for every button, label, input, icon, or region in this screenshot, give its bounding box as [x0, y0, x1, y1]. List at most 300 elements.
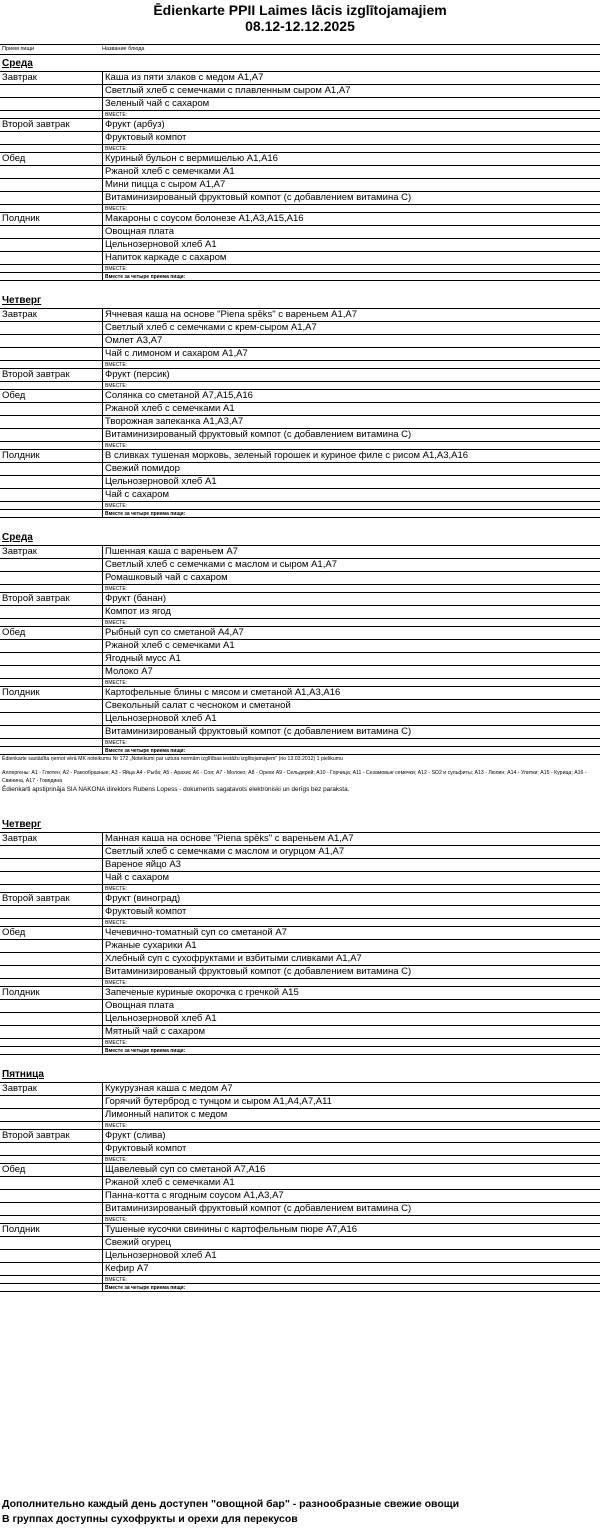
meal-cell	[0, 885, 103, 892]
table-row	[0, 476, 600, 489]
subtotal-label: ВМЕСТЕ:	[105, 383, 128, 389]
meal-cell	[0, 1276, 103, 1283]
meal-cell	[0, 1250, 103, 1262]
meal-cell	[0, 1026, 103, 1038]
table-row	[0, 1143, 600, 1156]
table-row	[0, 640, 600, 653]
dish-cell: Хлебный суп с сухофруктами и взбитыми сливками A1,A7	[105, 953, 362, 964]
subtotal-label: ВМЕСТЕ:	[105, 740, 128, 746]
subtotal-label: ВМЕСТЕ:	[105, 266, 128, 272]
dish-cell: Щавелевый суп со сметаной A7,A16	[105, 1164, 266, 1175]
meal-cell	[0, 846, 103, 858]
dish-cell: Свежий помидор	[105, 463, 180, 474]
subtotal-label: ВМЕСТЕ:	[105, 886, 128, 892]
meal-cell	[0, 585, 103, 592]
total-label: Вместе за четыре приема пищи:	[105, 748, 186, 754]
table-row	[0, 833, 600, 846]
total-row	[0, 273, 600, 281]
dish-cell: Картофельные блины с мясом и сметаной A1,A3,A16	[105, 687, 341, 698]
dish-cell: Омлет A3,A7	[105, 335, 163, 346]
meal-cell	[0, 1190, 103, 1202]
subtotal-label: ВМЕСТЕ:	[105, 980, 128, 986]
meal-cell	[0, 442, 103, 449]
meal-cell: Полдник	[0, 450, 103, 462]
dish-cell: Овощная плата	[105, 1000, 175, 1011]
footer-line-1: Дополнительно каждый день доступен "овощной бар" - разнообразные свежие овощи	[2, 1498, 460, 1510]
dish-cell: Кукурузная каша с медом A7	[105, 1083, 233, 1094]
subtotal-row	[0, 585, 600, 593]
dish-cell: Молоко A7	[105, 666, 153, 677]
meal-cell	[0, 145, 103, 152]
meal-cell	[0, 476, 103, 488]
subtotal-label: ВМЕСТЕ:	[105, 1217, 128, 1223]
dish-cell: Напиток каркаде с сахаром	[105, 252, 227, 263]
dish-cell: Куриный бульон с вермишелью A1,A16	[105, 153, 278, 164]
meal-cell	[0, 640, 103, 652]
subtotal-row	[0, 1122, 600, 1130]
table-row	[0, 1177, 600, 1190]
meal-cell	[0, 979, 103, 986]
day-heading: Четверг	[2, 819, 42, 830]
dish-cell: Ржаной хлеб с семечками A1	[105, 1177, 235, 1188]
meal-cell	[0, 713, 103, 725]
dish-cell: Овощная плата	[105, 226, 175, 237]
table-row	[0, 369, 600, 382]
table-row	[0, 713, 600, 726]
meal-cell	[0, 1284, 103, 1291]
table-row	[0, 153, 600, 166]
dish-cell: Зеленый чай с сахаром	[105, 98, 210, 109]
subtotal-label: ВМЕСТЕ:	[105, 680, 128, 686]
dish-cell: Свекольный салат с чесноком и сметаной	[105, 700, 291, 711]
meal-cell	[0, 953, 103, 965]
table-row	[0, 239, 600, 252]
dish-cell: Витаминизированый фруктовый компот (с добавлением витамина C)	[105, 192, 412, 203]
dish-cell: Макароны с соусом болонезе A1,A3,A15,A16	[105, 213, 304, 224]
meal-cell	[0, 273, 103, 280]
dish-cell: Вареное яйцо A3	[105, 859, 181, 870]
table-row	[0, 348, 600, 361]
table-row	[0, 1190, 600, 1203]
dish-cell: Лимонный напиток с медом	[105, 1109, 228, 1120]
meal-cell: Второй завтрак	[0, 1130, 103, 1142]
meal-cell: Второй завтрак	[0, 369, 103, 381]
day-table	[0, 1082, 600, 1292]
table-row	[0, 1000, 600, 1013]
dish-cell: Чай с лимоном и сахаром A1,A7	[105, 348, 248, 359]
table-row	[0, 403, 600, 416]
dish-cell: Фрукт (слива)	[105, 1130, 166, 1141]
meal-cell: Обед	[0, 390, 103, 402]
subtotal-row	[0, 919, 600, 927]
dish-cell: Светлый хлеб с семечками с плавленным сыром A1,A7	[105, 85, 351, 96]
table-row	[0, 1263, 600, 1276]
dish-cell: Компот из ягод	[105, 606, 171, 617]
total-row	[0, 747, 600, 755]
dish-cell: Свежий огурец	[105, 1237, 171, 1248]
dish-cell: Панна-котта с ягодным соусом A1,A3,A7	[105, 1190, 284, 1201]
meal-cell	[0, 416, 103, 428]
meal-cell	[0, 1216, 103, 1223]
day-heading: Среда	[2, 532, 33, 543]
meal-cell	[0, 1096, 103, 1108]
meal-cell	[0, 111, 103, 118]
meal-cell	[0, 906, 103, 918]
table-row	[0, 1164, 600, 1177]
table-row	[0, 98, 600, 111]
total-row	[0, 510, 600, 518]
meal-cell	[0, 85, 103, 97]
table-row	[0, 593, 600, 606]
dish-cell: Светлый хлеб с семечками с маслом и сыром A1,A7	[105, 559, 337, 570]
meal-cell	[0, 619, 103, 626]
dish-cell: Витаминизированый фруктовый компот (с добавлением витамина C)	[105, 1203, 412, 1214]
dish-cell: Цельнозерновой хлеб A1	[105, 713, 217, 724]
total-row	[0, 1284, 600, 1292]
dish-cell: Запеченые куриные окорочка с гречкой A15	[105, 987, 299, 998]
subtotal-row	[0, 111, 600, 119]
table-row	[0, 390, 600, 403]
table-row	[0, 226, 600, 239]
table-row	[0, 85, 600, 98]
table-row	[0, 429, 600, 442]
table-row	[0, 559, 600, 572]
subtotal-row	[0, 361, 600, 369]
day-spacer	[0, 281, 600, 295]
meal-cell: Обед	[0, 927, 103, 939]
meal-cell: Полдник	[0, 213, 103, 225]
meal-cell	[0, 726, 103, 738]
notes-regulation: Ēdienkarte sastādīta ņemot vērā MK noteikumu Nr 172 „Noteikumi par uztura normām izglītības iestāžu izglītojamajiem" (no 13.03.2012) 1 pielikumu	[2, 756, 343, 762]
table-row	[0, 987, 600, 1000]
menu-days-group-1	[0, 58, 600, 755]
meal-cell: Полдник	[0, 987, 103, 999]
column-header	[0, 44, 600, 55]
meal-cell	[0, 1000, 103, 1012]
table-row	[0, 1026, 600, 1039]
subtotal-row	[0, 502, 600, 510]
subtotal-label: ВМЕСТЕ:	[105, 146, 128, 152]
day-table	[0, 832, 600, 1055]
meal-cell	[0, 859, 103, 871]
meal-cell	[0, 403, 103, 415]
meal-cell	[0, 1122, 103, 1129]
meal-cell	[0, 606, 103, 618]
meal-cell	[0, 739, 103, 746]
table-row	[0, 335, 600, 348]
meal-cell: Завтрак	[0, 72, 103, 84]
table-row	[0, 1224, 600, 1237]
table-row	[0, 1250, 600, 1263]
day-table	[0, 545, 600, 755]
meal-cell	[0, 98, 103, 110]
subtotal-row	[0, 979, 600, 987]
table-row	[0, 1109, 600, 1122]
meal-cell	[0, 1156, 103, 1163]
table-row	[0, 1237, 600, 1250]
meal-cell	[0, 1177, 103, 1189]
meal-cell	[0, 265, 103, 272]
meal-cell	[0, 572, 103, 584]
total-label: Вместе за четыре приема пищи:	[105, 1048, 186, 1054]
subtotal-row	[0, 619, 600, 627]
table-row	[0, 687, 600, 700]
subtotal-row	[0, 205, 600, 213]
table-row	[0, 700, 600, 713]
meal-cell	[0, 747, 103, 754]
table-row	[0, 966, 600, 979]
dish-cell: Светлый хлеб с семечками с крем-сыром A1,A7	[105, 322, 317, 333]
meal-cell	[0, 192, 103, 204]
dish-cell: Рыбный суп со сметаной A4,A7	[105, 627, 244, 638]
dish-cell: Витаминизированый фруктовый компот (с добавлением витамина C)	[105, 726, 412, 737]
table-row	[0, 940, 600, 953]
notes-block	[0, 755, 600, 794]
dish-cell: Фрукт (виноград)	[105, 893, 181, 904]
table-row	[0, 546, 600, 559]
meal-cell	[0, 502, 103, 509]
dish-cell: Чай с сахаром	[105, 489, 170, 500]
dish-cell: Горячий бутерброд с тунцом и сыром A1,A4,A7,A11	[105, 1096, 332, 1107]
dish-cell: Ржаной хлеб с семечками A1	[105, 640, 235, 651]
dish-cell: Чай с сахаром	[105, 872, 170, 883]
table-row	[0, 450, 600, 463]
meal-cell	[0, 559, 103, 571]
dish-cell: Фрукт (арбуз)	[105, 119, 165, 130]
subtotal-label: ВМЕСТЕ:	[105, 443, 128, 449]
meal-cell	[0, 1039, 103, 1046]
meal-cell	[0, 1047, 103, 1054]
subtotal-label: ВМЕСТЕ:	[105, 1123, 128, 1129]
dish-cell: Фруктовый компот	[105, 906, 187, 917]
dish-cell: Витаминизированый фруктовый компот (с добавлением витамина C)	[105, 429, 412, 440]
meal-cell	[0, 226, 103, 238]
meal-cell	[0, 489, 103, 501]
subtotal-row	[0, 442, 600, 450]
total-label: Вместе за четыре приема пищи:	[105, 511, 186, 517]
dish-cell: Каша из пяти злаков с медом A1,A7	[105, 72, 264, 83]
meal-cell: Завтрак	[0, 546, 103, 558]
dish-cell: Витаминизированый фруктовый компот (с добавлением витамина C)	[105, 966, 412, 977]
subtotal-label: ВМЕСТЕ:	[105, 362, 128, 368]
dish-cell: Чечевично-томатный суп со сметаной A7	[105, 927, 287, 938]
table-row	[0, 252, 600, 265]
meal-cell	[0, 132, 103, 144]
menu-dates: 08.12-12.12.2025	[245, 18, 355, 34]
meal-cell	[0, 510, 103, 517]
day-heading: Четверг	[2, 295, 42, 306]
subtotal-row	[0, 885, 600, 893]
subtotal-row	[0, 1039, 600, 1047]
subtotal-row	[0, 265, 600, 273]
table-row	[0, 192, 600, 205]
dish-cell: Цельнозерновой хлеб A1	[105, 239, 217, 250]
dish-cell: Фруктовый компот	[105, 132, 187, 143]
table-row	[0, 213, 600, 226]
meal-cell	[0, 348, 103, 360]
meal-cell: Завтрак	[0, 309, 103, 321]
subtotal-label: ВМЕСТЕ:	[105, 620, 128, 626]
table-row	[0, 119, 600, 132]
table-row	[0, 463, 600, 476]
dish-cell: В сливках тушеная морковь, зеленый горошек и куриное филе с рисом A1,A3,A16	[105, 450, 469, 461]
meal-cell	[0, 666, 103, 678]
table-row	[0, 1096, 600, 1109]
total-label: Вместе за четыре приема пищи:	[105, 1285, 186, 1291]
subtotal-row	[0, 1156, 600, 1164]
meal-cell	[0, 919, 103, 926]
meal-cell	[0, 179, 103, 191]
subtotal-label: ВМЕСТЕ:	[105, 1157, 128, 1163]
day-heading: Среда	[2, 58, 33, 69]
menu-days-group-2	[0, 819, 600, 1292]
table-row	[0, 416, 600, 429]
total-row	[0, 1047, 600, 1055]
column-meal: Прием пищи	[2, 46, 35, 52]
meal-cell	[0, 1237, 103, 1249]
meal-cell	[0, 940, 103, 952]
meal-cell	[0, 872, 103, 884]
meal-cell	[0, 322, 103, 334]
total-label: Вместе за четыре приема пищи:	[105, 274, 186, 280]
subtotal-label: ВМЕСТЕ:	[105, 1040, 128, 1046]
title-block	[0, 0, 600, 44]
dish-cell: Фруктовый компот	[105, 1143, 187, 1154]
dish-cell: Фрукт (персик)	[105, 369, 170, 380]
meal-cell	[0, 1109, 103, 1121]
table-row	[0, 726, 600, 739]
dish-cell: Светлый хлеб с семечками с маслом и огурцом A1,A7	[105, 846, 345, 857]
meal-cell	[0, 166, 103, 178]
notes-approval: Ēdienkarti apstiprināja SIA NAKONA direktors Rubens Lopess - dokuments sagatavots elektroniski un derīgs bez paraksta.	[2, 786, 350, 793]
meal-cell	[0, 1013, 103, 1025]
dish-cell: Ржаной хлеб с семечками A1	[105, 403, 235, 414]
table-row	[0, 489, 600, 502]
table-row	[0, 927, 600, 940]
table-row	[0, 653, 600, 666]
menu-title: Ēdienkarte PPII Laimes lācis izglītojamajiem	[153, 2, 447, 18]
dish-cell: Фрукт (банан)	[105, 593, 167, 604]
meal-cell	[0, 1143, 103, 1155]
meal-cell	[0, 463, 103, 475]
subtotal-label: ВМЕСТЕ:	[105, 586, 128, 592]
dish-cell: Ягодный мусс A1	[105, 653, 181, 664]
day-table	[0, 308, 600, 518]
table-row	[0, 872, 600, 885]
subtotal-row	[0, 1216, 600, 1224]
meal-cell: Полдник	[0, 1224, 103, 1236]
meal-cell: Завтрак	[0, 833, 103, 845]
subtotal-label: ВМЕСТЕ:	[105, 920, 128, 926]
meal-cell	[0, 679, 103, 686]
dish-cell: Цельнозерновой хлеб A1	[105, 476, 217, 487]
table-row	[0, 322, 600, 335]
table-row	[0, 846, 600, 859]
dish-cell: Творожная запеканка A1,A3,A7	[105, 416, 244, 427]
dish-cell: Цельнозерновой хлеб A1	[105, 1250, 217, 1261]
table-row	[0, 179, 600, 192]
meal-cell: Обед	[0, 153, 103, 165]
dish-cell: Ячневая каша на основе "Piena spēks" с вареньем A1,A7	[105, 309, 357, 320]
subtotal-label: ВМЕСТЕ:	[105, 206, 128, 212]
table-row	[0, 606, 600, 619]
notes-allergens: Аллергены: A1 - Глютен; A2 - Ракообразные; A3 - Яйца A4 - Рыба; A5 - Арахис A6 - Соя; A7 - Молоко; A8 - Орехи A9 - Сельдерей; A10 - Горчица; A11 - Сезамовые семечки; A12 - SO2 и сульфиты; A13 - Люпин; A14 - Улитки; A15 - Курица; A16 - Свинина, A17 - Говядина	[2, 770, 587, 784]
table-row	[0, 1130, 600, 1143]
table-row	[0, 627, 600, 640]
table-row	[0, 1083, 600, 1096]
dish-cell: Мини пицца с сыром A1,A7	[105, 179, 226, 190]
table-row	[0, 953, 600, 966]
footer-note	[2, 1497, 459, 1527]
dish-cell: Манная каша на основе "Piena spēks" с вареньем A1,A7	[105, 833, 354, 844]
meal-cell: Второй завтрак	[0, 119, 103, 131]
footer-line-2: В группах доступны сухофрукты и орехи для перекусов	[2, 1513, 298, 1525]
meal-cell	[0, 653, 103, 665]
dish-cell: Кефир A7	[105, 1263, 149, 1274]
dish-cell: Пшенная каша с вареньем A7	[105, 546, 238, 557]
day-table	[0, 71, 600, 281]
subtotal-label: ВМЕСТЕ:	[105, 503, 128, 509]
table-row	[0, 132, 600, 145]
subtotal-label: ВМЕСТЕ:	[105, 112, 128, 118]
subtotal-row	[0, 382, 600, 390]
table-row	[0, 309, 600, 322]
day-heading: Пятница	[2, 1069, 44, 1080]
dish-cell: Солянка со сметаной A7,A15,A16	[105, 390, 253, 401]
dish-cell: Ромашковый чай с сахаром	[105, 572, 228, 583]
table-row	[0, 166, 600, 179]
meal-cell: Завтрак	[0, 1083, 103, 1095]
dish-cell: Ржаные сухарики A1	[105, 940, 197, 951]
table-row	[0, 572, 600, 585]
subtotal-row	[0, 739, 600, 747]
subtotal-row	[0, 1276, 600, 1284]
meal-cell	[0, 239, 103, 251]
meal-cell: Полдник	[0, 687, 103, 699]
meal-cell	[0, 1203, 103, 1215]
meal-cell	[0, 429, 103, 441]
meal-cell	[0, 382, 103, 389]
subtotal-label: ВМЕСТЕ:	[105, 1277, 128, 1283]
meal-cell: Обед	[0, 1164, 103, 1176]
meal-cell: Второй завтрак	[0, 893, 103, 905]
meal-cell	[0, 361, 103, 368]
meal-cell: Второй завтрак	[0, 593, 103, 605]
column-dish: Название блюда	[102, 46, 145, 52]
meal-cell	[0, 700, 103, 712]
table-row	[0, 666, 600, 679]
dish-cell: Тушеные кусочки свинины с картофельным пюре A7,A16	[105, 1224, 357, 1235]
table-row	[0, 893, 600, 906]
meal-cell: Обед	[0, 627, 103, 639]
dish-cell: Мятный чай с сахаром	[105, 1026, 206, 1037]
table-row	[0, 72, 600, 85]
table-row	[0, 1013, 600, 1026]
table-row	[0, 906, 600, 919]
dish-cell: Цельнозерновой хлеб A1	[105, 1013, 217, 1024]
subtotal-row	[0, 679, 600, 687]
subtotal-row	[0, 145, 600, 153]
table-row	[0, 859, 600, 872]
meal-cell	[0, 252, 103, 264]
meal-cell	[0, 1263, 103, 1275]
table-row	[0, 1203, 600, 1216]
meal-cell	[0, 205, 103, 212]
meal-cell	[0, 335, 103, 347]
day-spacer	[0, 1055, 600, 1069]
dish-cell: Ржаной хлеб с семечками A1	[105, 166, 235, 177]
day-spacer	[0, 518, 600, 532]
